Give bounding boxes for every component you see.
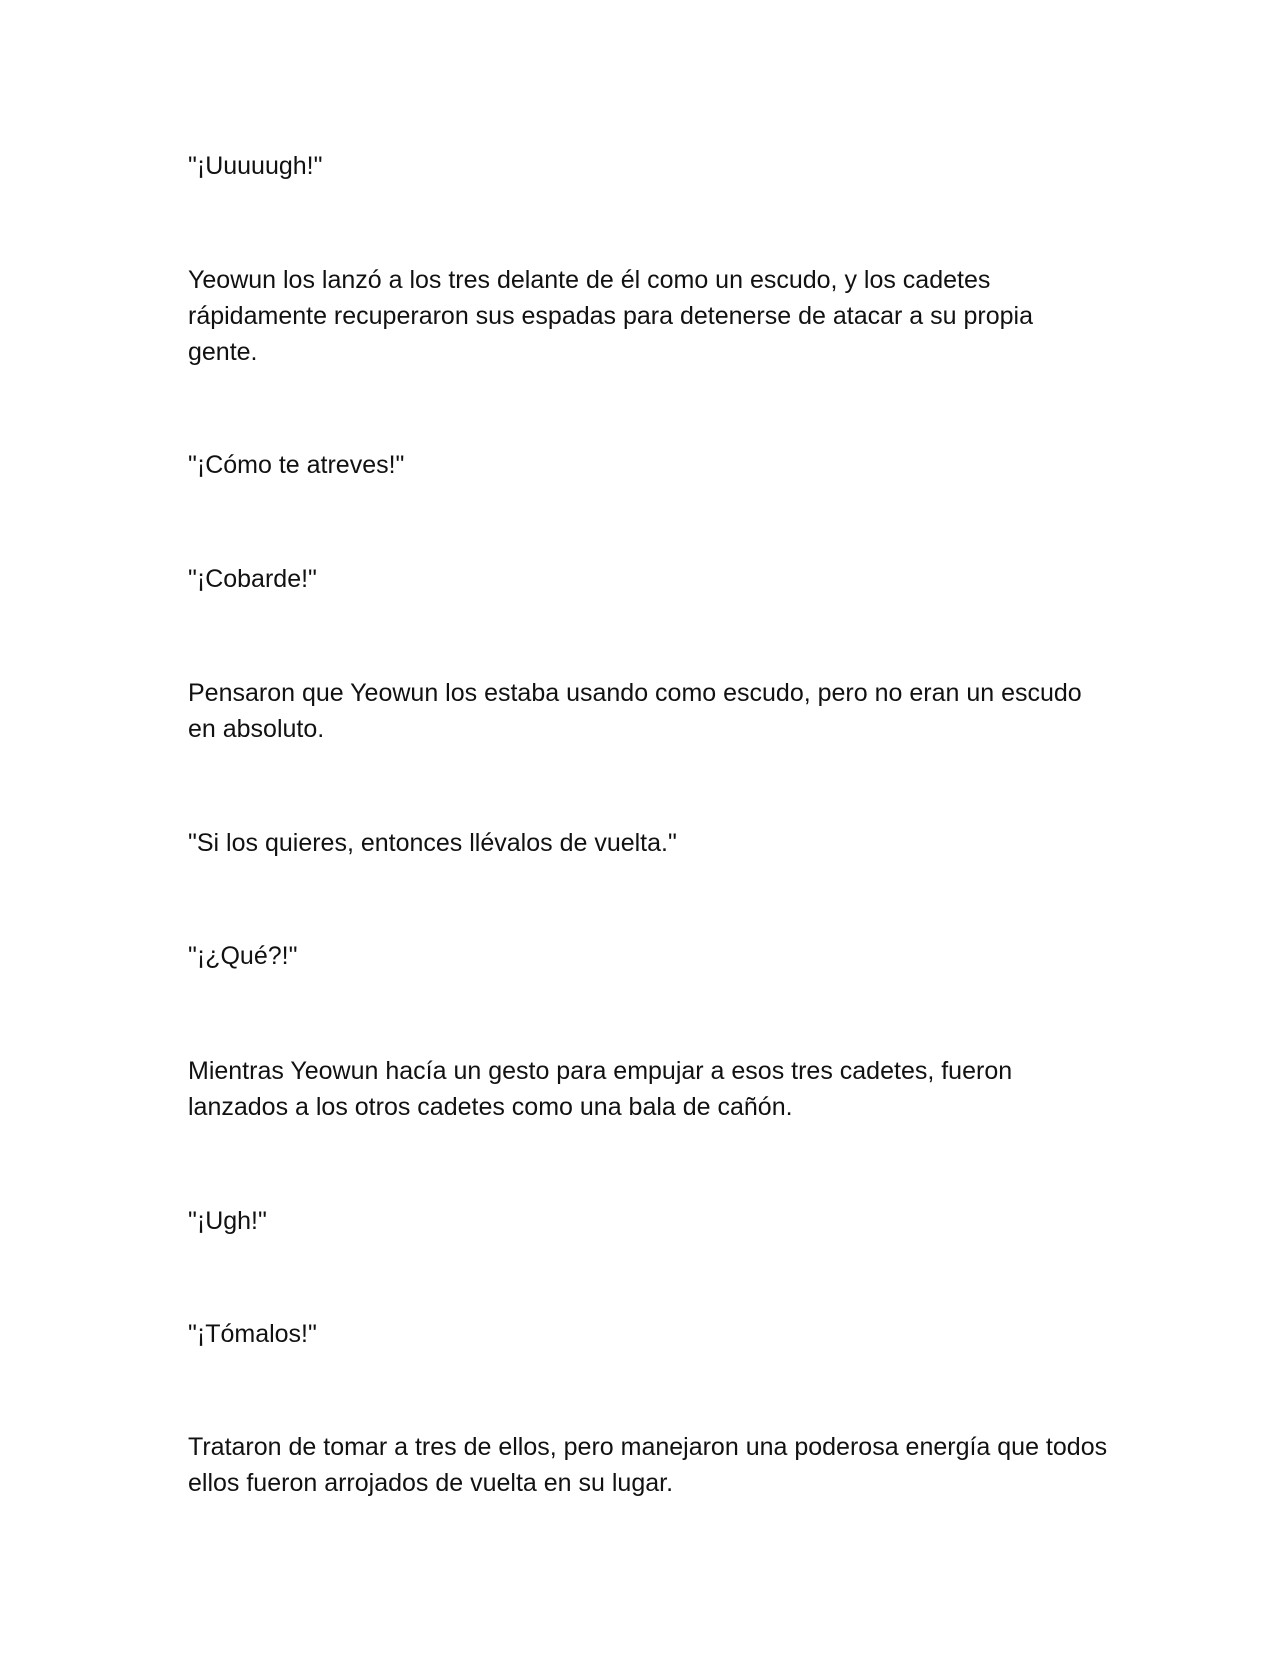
paragraph-8: Mientras Yeowun hacía un gesto para empujar a esos tres cadetes, fueron lanzados a los otros cadetes como una bala de cañón.: [188, 1057, 1013, 1121]
paragraph-10: "¡Tómalos!": [188, 1320, 317, 1348]
paragraph-6: "Si los quieres, entonces llévalos de vuelta.": [188, 829, 677, 857]
paragraph-1: "¡Uuuuugh!": [188, 152, 323, 180]
paragraph-5: Pensaron que Yeowun los estaba usando como escudo, pero no eran un escudo en absoluto.: [188, 679, 1082, 743]
paragraph-11: Trataron de tomar a tres de ellos, pero manejaron una poderosa energía que todos ellos fueron arrojados de vuelta en su lugar.: [188, 1433, 1108, 1497]
paragraph-3: "¡Cómo te atreves!": [188, 451, 405, 479]
paragraph-4: "¡Cobarde!": [188, 565, 317, 593]
paragraph-9: "¡Ugh!": [188, 1207, 267, 1235]
paragraph-7: "¡¿Qué?!": [188, 942, 298, 970]
paragraph-2: Yeowun los lanzó a los tres delante de él como un escudo, y los cadetes rápidamente recuperaron sus espadas para detenerse de atacar a su propia gente.: [188, 266, 1033, 366]
